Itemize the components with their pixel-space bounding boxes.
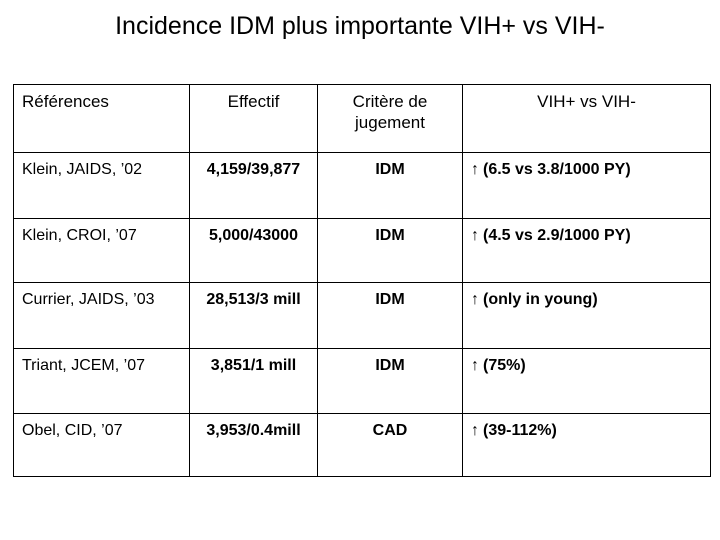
cell-vih-result — [463, 219, 711, 283]
cell-effectif: 3,851/1 mill — [190, 349, 318, 414]
incidence-table — [13, 84, 711, 477]
cell-vih-result — [463, 153, 711, 219]
cell-critere: CAD — [318, 414, 463, 477]
slide-title: Incidence IDM plus importante VIH+ vs VIH- — [115, 12, 605, 40]
table-row — [14, 283, 711, 349]
result-text: (only in young) — [483, 291, 598, 308]
cell-reference: Currier, JAIDS, ’03 — [14, 283, 190, 349]
result-text: (39-112%) — [483, 422, 557, 439]
cell-effectif: 3,953/0.4mill — [190, 414, 318, 477]
cell-critere: IDM — [318, 349, 463, 414]
up-arrow-icon: ↑ — [471, 291, 479, 308]
up-arrow-icon: ↑ — [471, 227, 479, 244]
cell-vih-result — [463, 349, 711, 414]
cell-reference: Triant, JCEM, ’07 — [14, 349, 190, 414]
up-arrow-icon: ↑ — [471, 357, 479, 374]
header-critere: Critère de jugement — [318, 85, 463, 153]
cell-reference: Klein, CROI, ’07 — [14, 219, 190, 283]
table-row — [14, 349, 711, 414]
table-row — [14, 153, 711, 219]
cell-vih-result — [463, 283, 711, 349]
up-arrow-icon: ↑ — [471, 422, 479, 439]
table-header-row — [14, 85, 711, 153]
table-row — [14, 414, 711, 477]
cell-critere: IDM — [318, 283, 463, 349]
table-row — [14, 219, 711, 283]
result-text: (4.5 vs 2.9/1000 PY) — [483, 227, 631, 244]
header-vih-comparison: VIH+ vs VIH- — [463, 85, 711, 153]
cell-reference: Klein, JAIDS, ’02 — [14, 153, 190, 219]
cell-vih-result — [463, 414, 711, 477]
result-text: (75%) — [483, 357, 526, 374]
up-arrow-icon: ↑ — [471, 161, 479, 178]
cell-effectif: 28,513/3 mill — [190, 283, 318, 349]
cell-reference: Obel, CID, ’07 — [14, 414, 190, 477]
cell-critere: IDM — [318, 219, 463, 283]
cell-critere: IDM — [318, 153, 463, 219]
result-text: (6.5 vs 3.8/1000 PY) — [483, 161, 631, 178]
cell-effectif: 4,159/39,877 — [190, 153, 318, 219]
header-effectif: Effectif — [190, 85, 318, 153]
header-references: Références — [14, 85, 190, 153]
cell-effectif: 5,000/43000 — [190, 219, 318, 283]
